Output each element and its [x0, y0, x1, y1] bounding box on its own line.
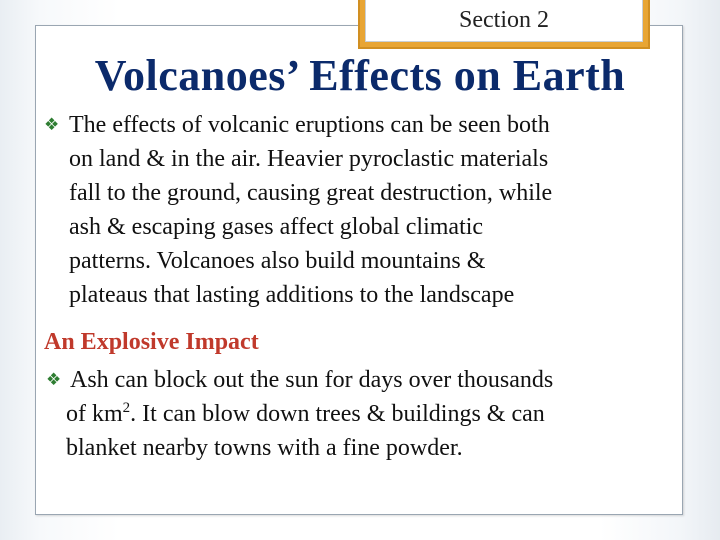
paragraph-line: The effects of volcanic eruptions can be seen both — [69, 112, 550, 138]
line-text: of km — [66, 401, 123, 427]
paragraph-line — [66, 397, 691, 431]
section-label: Section 2 — [365, 0, 643, 42]
superscript: 2 — [122, 400, 131, 416]
bullet-paragraph-2 — [66, 363, 691, 465]
paragraph-line: fall to the ground, causing great destruction, while — [69, 180, 553, 206]
section-tab — [358, 0, 650, 49]
paragraph-line: patterns. Volcanoes also build mountains & — [69, 248, 486, 274]
line-text: . It can blow down trees & buildings & can — [130, 401, 545, 427]
paragraph-line: blanket nearby towns with a fine powder. — [66, 435, 463, 461]
diamond-bullet-icon: ❖ — [44, 115, 60, 134]
slide-title: Volcanoes’ Effects on Earth — [94, 51, 626, 100]
diamond-bullet-icon: ❖ — [46, 370, 62, 389]
paragraph-line: Ash can block out the sun for days over thousands — [70, 367, 554, 393]
paragraph-line: on land & in the air. Heavier pyroclastic materials — [69, 146, 549, 172]
subheading: An Explosive Impact — [44, 329, 259, 355]
bullet-paragraph-1 — [69, 108, 689, 312]
paragraph-line: plateaus that lasting additions to the landscape — [69, 282, 515, 308]
paragraph-line: ash & escaping gases affect global climatic — [69, 214, 484, 240]
